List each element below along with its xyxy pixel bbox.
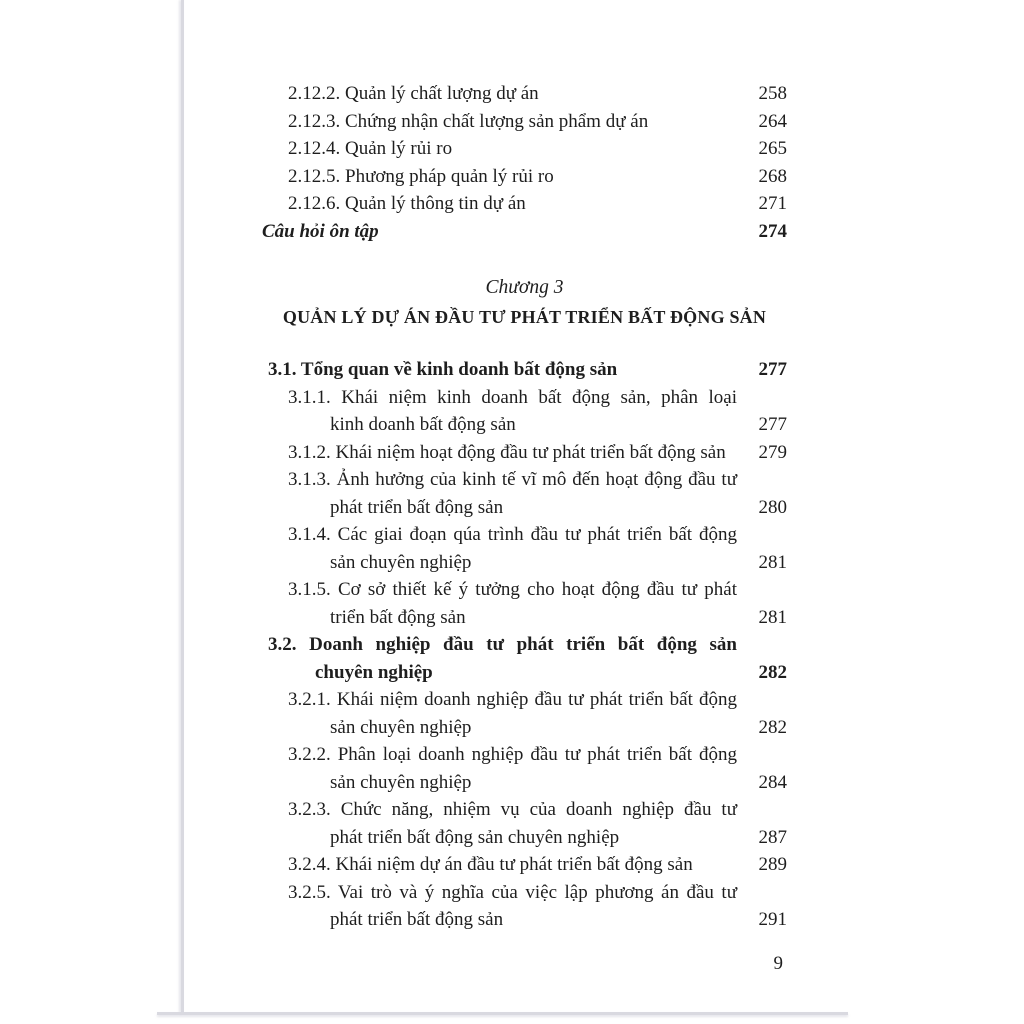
toc-page-number: 258: [758, 83, 787, 104]
toc-entry-line: phát triển bất động sản: [330, 496, 504, 518]
toc-page-number: 284: [758, 771, 787, 793]
toc-entry: [288, 135, 787, 163]
toc-entry-line: 3.2.1. Khái niệm doanh nghiệp đầu tư phát triển bất động: [288, 689, 737, 710]
toc-page-number: 287: [758, 826, 787, 848]
page-bottom-edge-line: [157, 1012, 848, 1015]
chapter-heading: [262, 274, 787, 332]
toc-entry-line: 3.1.1. Khái niệm kinh doanh bất động sản, phân loại: [288, 386, 737, 408]
toc-entry-line: sản chuyên nghiệp: [330, 771, 472, 793]
footer-page-number: 9: [773, 952, 783, 974]
toc-entry: [268, 631, 787, 686]
toc-entry-line: triển bất động sản: [330, 606, 466, 628]
toc-entry: [288, 521, 787, 576]
toc-entry: [288, 163, 787, 191]
toc-page-number: 282: [758, 661, 787, 683]
toc-page-number: 268: [758, 165, 787, 187]
toc-entry-line: Câu hỏi ôn tập: [262, 220, 379, 242]
toc-page-number: 280: [758, 496, 787, 518]
toc-page-number: 264: [758, 110, 787, 132]
toc-page-number: 277: [758, 414, 787, 435]
toc-entry: [288, 466, 787, 521]
toc-entry: [288, 190, 787, 218]
toc-entry: [288, 851, 787, 879]
toc-page-number: 279: [758, 441, 787, 463]
page-left-edge-line: [181, 0, 184, 1013]
toc-page-number: 271: [758, 193, 787, 214]
toc-entry-line: sản chuyên nghiệp: [330, 551, 472, 573]
toc-entry-line: 2.12.2. Quản lý chất lượng dự án: [288, 83, 539, 104]
chapter-title: QUẢN LÝ DỰ ÁN ĐẦU TƯ PHÁT TRIỂN BẤT ĐỘNG SẢN: [282, 307, 767, 327]
toc-entry-line: 3.1.5. Cơ sở thiết kế ý tưởng cho hoạt động đầu tư phát: [288, 579, 737, 600]
toc-entry-line: 3.2.2. Phân loại doanh nghiệp đầu tư phát triển bất động: [288, 744, 737, 765]
toc-page-number: 265: [758, 138, 787, 159]
toc-entry: [288, 439, 787, 467]
toc-entry-line: 3.1.3. Ảnh hưởng của kinh tế vĩ mô đến hoạt động đầu tư: [288, 469, 737, 490]
toc-entry-line: 2.12.3. Chứng nhận chất lượng sản phẩm dự án: [288, 110, 649, 132]
toc-page-number: 274: [758, 220, 787, 242]
toc-entry: [288, 796, 787, 851]
toc-entry-line: sản chuyên nghiệp: [330, 716, 472, 738]
toc-page-number: 277: [758, 359, 787, 380]
toc-entry-line: 3.2.5. Vai trò và ý nghĩa của việc lập phương án đầu tư: [288, 881, 737, 903]
page-footer: [262, 950, 787, 977]
toc-page-number: 282: [758, 716, 787, 738]
toc-entry-line: 3.2. Doanh nghiệp đầu tư phát triển bất động sản: [268, 634, 737, 655]
toc-page-number: 281: [758, 551, 787, 573]
toc-entry-line: 3.1.4. Các giai đoạn qúa trình đầu tư phát triển bất động: [288, 524, 737, 545]
toc-entry: [288, 576, 787, 631]
toc-entry-line: 2.12.5. Phương pháp quản lý rủi ro: [288, 165, 554, 187]
toc-continued-list: [262, 80, 787, 245]
toc-entry-line: 3.2.3. Chức năng, nhiệm vụ của doanh nghiệp đầu tư: [288, 799, 737, 820]
toc-page-number: 291: [758, 909, 787, 930]
toc-entry: [288, 741, 787, 796]
toc-entry-line: phát triển bất động sản: [330, 909, 504, 930]
chapter-kicker: Chương 3: [485, 277, 564, 298]
toc-entry-line: chuyên nghiệp: [315, 661, 433, 683]
toc-entry: [262, 218, 787, 246]
toc-entry-line: 3.1.2. Khái niệm hoạt động đầu tư phát triển bất động sản: [288, 441, 726, 463]
toc-entry-line: 2.12.6. Quản lý thông tin dự án: [288, 193, 526, 214]
toc-entry-line: 3.2.4. Khái niệm dự án đầu tư phát triển bất động sản: [288, 854, 693, 875]
toc-entry: [268, 356, 787, 384]
book-page-content: [262, 80, 787, 977]
toc-page-number: 289: [758, 854, 787, 875]
toc-entry-line: 2.12.4. Quản lý rủi ro: [288, 138, 453, 159]
toc-entry-line: kinh doanh bất động sản: [330, 414, 516, 435]
toc-entry: [288, 384, 787, 439]
toc-entry: [288, 879, 787, 934]
toc-page-number: 281: [758, 606, 787, 628]
chapter3-toc-list: [262, 356, 787, 934]
toc-entry-line: phát triển bất động sản chuyên nghiệp: [330, 826, 620, 848]
toc-entry-line: 3.1. Tổng quan về kinh doanh bất động sản: [268, 359, 618, 380]
toc-entry: [288, 108, 787, 136]
toc-entry: [288, 686, 787, 741]
toc-entry: [288, 80, 787, 108]
